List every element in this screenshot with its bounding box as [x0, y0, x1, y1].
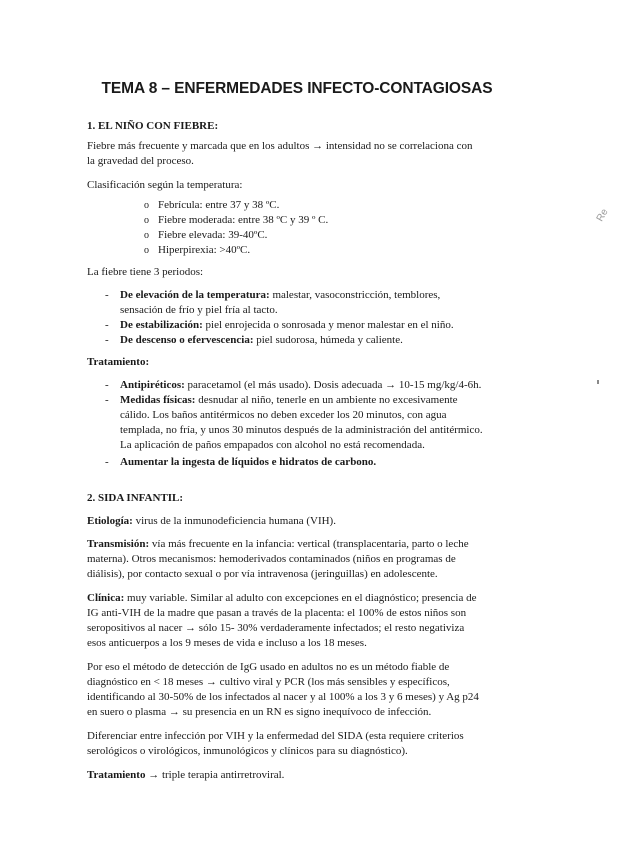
- text-line: serológicos o virológicos, inmunológicos y clínicos para su diagnóstico).: [87, 745, 408, 757]
- periods-list: [87, 288, 507, 350]
- period-desc: sensación de frío y piel fría al tacto.: [120, 304, 278, 316]
- transmission-desc: vía más frecuente en la infancia: vertical (transplacentaria, parto o leche: [149, 538, 469, 550]
- transmission-term: Transmisión:: [87, 538, 150, 550]
- classification-label: Clasificación según la temperatura:: [87, 179, 243, 191]
- treatment-desc: templada, no fría, y unos 30 minutos después de la administración del antitérmico.: [120, 424, 483, 436]
- list-item-text: Hiperpirexia: >40ºC.: [158, 244, 251, 256]
- watermark-text: Re: [594, 207, 611, 224]
- text-line: la gravedad del proceso.: [87, 155, 194, 167]
- dash-bullet-icon: -: [105, 289, 109, 301]
- list-item: [144, 198, 279, 213]
- transmission-desc: diálisis), por contacto sexual o por vía intravenosa (jeringuillas) en adolescente.: [87, 568, 438, 580]
- text-line: Por eso el método de detección de IgG usado en adultos no es un método fiable de: [87, 661, 450, 673]
- list-item: [144, 243, 250, 258]
- clinical-paragraph: [87, 591, 507, 651]
- section-2-heading: 2. SIDA INFANTIL:: [87, 492, 184, 504]
- treatment-term: Medidas físicas:: [120, 394, 196, 406]
- treatment-term: Aumentar la ingesta de líquidos e hidratos de carbono.: [120, 456, 377, 468]
- clinical-term: Clínica:: [87, 592, 125, 604]
- etiology-paragraph: [87, 514, 507, 529]
- bullet-o-icon: o: [144, 245, 149, 256]
- clinical-desc: esos anticuerpos a los 9 meses de vida e incluso a los 18 meses.: [87, 637, 367, 649]
- transmission-desc: materna). Otros mecanismos: hemoderivados contaminados (niños en programas de: [87, 553, 456, 565]
- text-line: identificando al 30-50% de los infectados al nacer y al 100% a los 3 y 6 meses) y Ag p24: [87, 691, 479, 703]
- text-line: Diferenciar entre infección por VIH y la enfermedad del SIDA (esta requiere criterios: [87, 730, 464, 742]
- dash-bullet-icon: -: [105, 394, 109, 406]
- etiology-term: Etiología:: [87, 515, 133, 527]
- period-term: De descenso o efervescencia:: [120, 334, 254, 346]
- detection-paragraph: [87, 660, 507, 720]
- clinical-desc: IG anti-VIH de la madre que pasan a través de la placenta: el 100% de estos niños son: [87, 607, 467, 619]
- treatment-term: Antipiréticos:: [120, 379, 185, 391]
- margin-mark: [597, 380, 599, 384]
- treatment-list: [87, 378, 507, 470]
- period-desc: malestar, vasoconstricción, temblores,: [269, 289, 441, 301]
- treatment-term: Tratamiento: [87, 769, 146, 781]
- period-desc: piel sudorosa, húmeda y caliente.: [253, 334, 403, 346]
- dash-bullet-icon: -: [105, 319, 109, 331]
- differentiate-paragraph: [87, 729, 507, 759]
- clinical-desc: muy variable. Similar al adulto con excepciones en el diagnóstico; presencia de: [124, 592, 477, 604]
- period-desc: piel enrojecida o sonrosada y menor malestar en el niño.: [202, 319, 454, 331]
- treatment-desc: desnudar al niño, tenerle en un ambiente no excesivamente: [195, 394, 458, 406]
- treatment-desc: → triple terapia antirretroviral.: [145, 769, 285, 781]
- list-item: [144, 228, 267, 243]
- dash-bullet-icon: -: [105, 334, 109, 346]
- treatment-desc: La aplicación de paños empapados con alcohol no está recomendada.: [120, 439, 425, 451]
- treatment-paragraph: [87, 768, 507, 783]
- clinical-desc: seropositivos al nacer → sólo 15- 30% verdaderamente infectados; el resto negativiza: [87, 622, 465, 634]
- list-item-text: Fiebre elevada: 39-40ºC.: [158, 229, 268, 241]
- list-item-text: Febrícula: entre 37 y 38 ºC.: [158, 199, 280, 211]
- transmission-paragraph: [87, 537, 507, 582]
- etiology-desc: virus de la inmunodeficiencia humana (VIH).: [132, 515, 336, 527]
- text-line: diagnóstico en < 18 meses → cultivo viral y PCR (los más sensibles y específicos,: [87, 676, 450, 688]
- period-term: De elevación de la temperatura:: [120, 289, 270, 301]
- bullet-o-icon: o: [144, 200, 149, 211]
- bullet-o-icon: o: [144, 230, 149, 241]
- page-title: TEMA 8 – ENFERMEDADES INFECTO-CONTAGIOSAS: [101, 80, 493, 97]
- treatment-heading: Tratamiento:: [87, 356, 150, 368]
- text-line: en suero o plasma → su presencia en un RN es signo inequívoco de infección.: [87, 706, 432, 718]
- dash-bullet-icon: -: [105, 456, 109, 468]
- period-term: De estabilización:: [120, 319, 203, 331]
- text-line: Fiebre más frecuente y marcada que en los adultos → intensidad no se correlaciona con: [87, 140, 473, 152]
- dash-bullet-icon: -: [105, 379, 109, 391]
- bullet-o-icon: o: [144, 215, 149, 226]
- periods-label: La fiebre tiene 3 periodos:: [87, 266, 204, 278]
- treatment-desc: cálido. Los baños antitérmicos no deben exceder los 20 minutos, con agua: [120, 409, 447, 421]
- list-item-text: Fiebre moderada: entre 38 ºC y 39 º C.: [158, 214, 329, 226]
- list-item: [144, 213, 328, 228]
- section-1-heading: 1. EL NIÑO CON FIEBRE:: [87, 120, 219, 132]
- treatment-desc: paracetamol (el más usado). Dosis adecuada → 10-15 mg/kg/4-6h.: [184, 379, 482, 391]
- classification-list: [87, 198, 507, 262]
- fever-intro: [87, 139, 507, 169]
